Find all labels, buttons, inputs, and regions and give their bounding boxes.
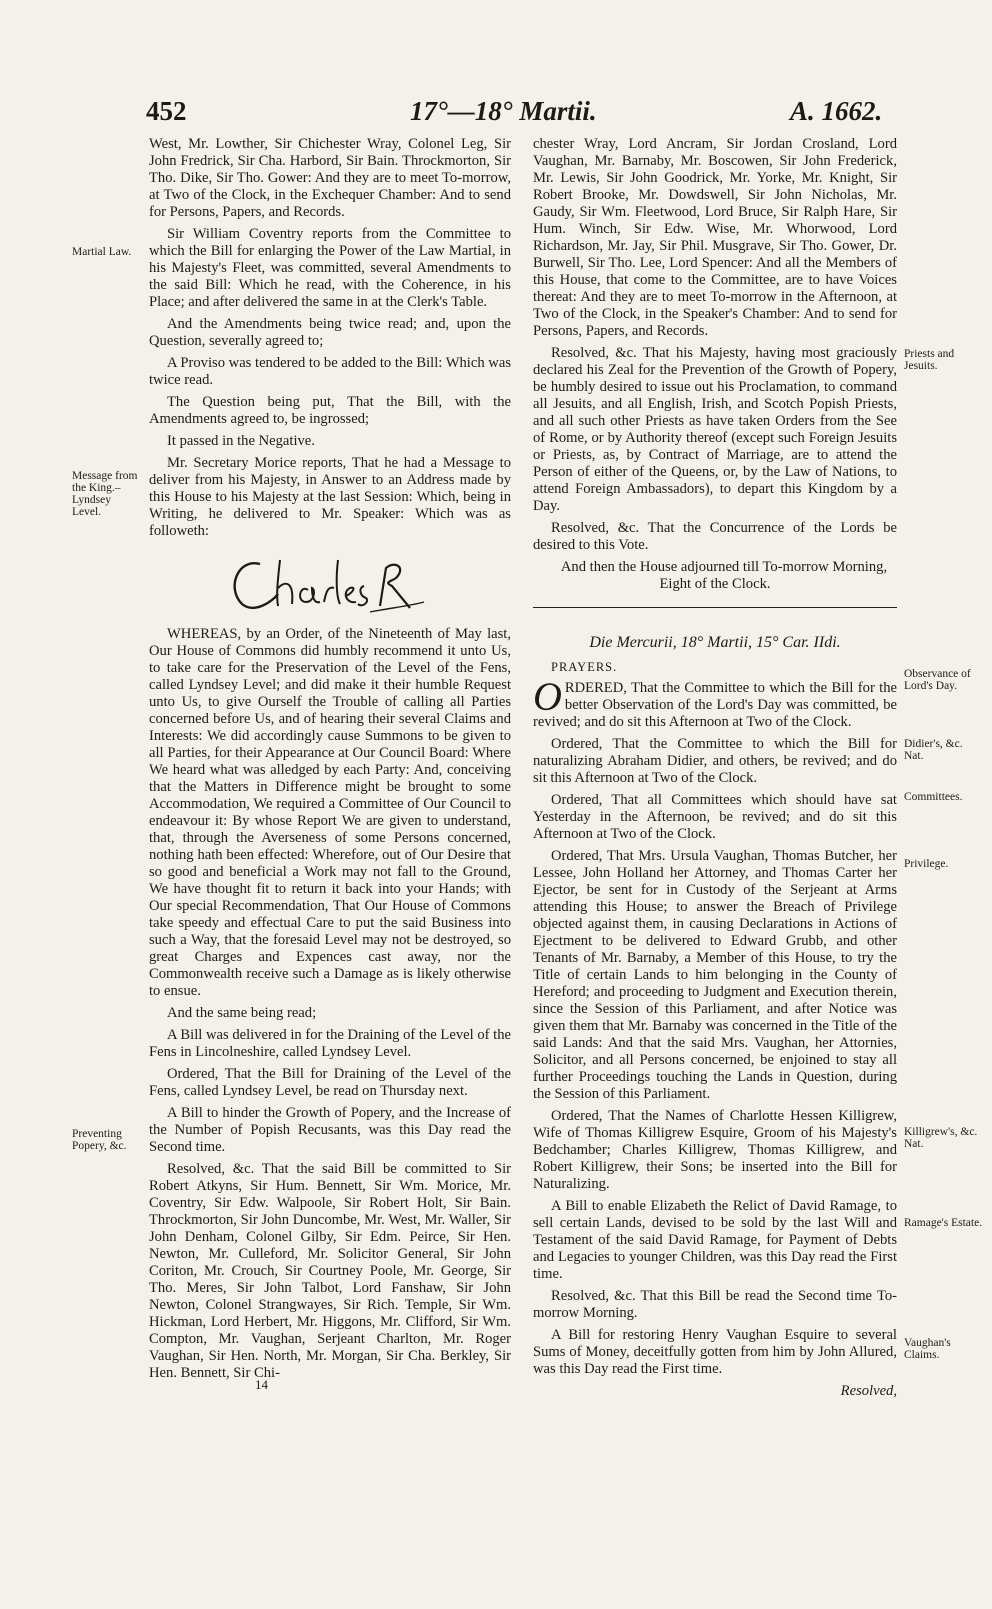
margin-note-ramage: Ramage's Estate. (904, 1217, 983, 1229)
adjournment-note: And then the House adjourned till To-morrow Morning, Eight of the Clock. (560, 559, 888, 592)
royal-signature (149, 546, 511, 618)
paragraph: Mr. Secretary Morice reports, That he had a Message to deliver from his Majesty, in Answer to an Address made by this House to his Majesty at the last Session: Which, being in Writing, he delivered to Mr. Speaker: Which was as followeth: (149, 455, 511, 539)
paragraph: Ordered, That all Committees which should have sat Yesterday in the Afternoon, be revived; and do sit this Afternoon at Two of the Clock. (533, 792, 897, 842)
paragraph: A Bill to enable Elizabeth the Relict of David Ramage, to sell certain Lands, devised to be sold by the last Will and Testament of the said David Ramage, for Payment of Debts and Legacies to younger Children, was this Day read the First time. (533, 1198, 897, 1282)
paragraph: chester Wray, Lord Ancram, Sir Jordan Crosland, Lord Vaughan, Mr. Barnaby, Mr. Boscowen, Sir John Frederick, Mr. Lewis, Sir John Goodrick, Mr. Yorke, Mr. Knight, Sir Robert Brooke, Mr. Dowdswell, Sir John Nicholas, Mr. Gaudy, Sir Wm. Fleetwood, Lord Bruce, Sir Ralph Hare, Sir Hum. Winch, Sir Edw. Wise, Mr. Whorwood, Lord Richardson, Mr. Jay, Sir Phil. Musgrave, Sir Tho. Gower, Dr. Burwell, Sir Tho. Lee, Lord Spencer: And all the Members of this House, that come to the Committee, are to have Voices thereat: And they are to meet To-morrow in the Afternoon, at Two of the Clock, in the Speaker's Chamber: And to send for Persons, Papers, and Records. (533, 136, 897, 339)
margin-note-killigrew: Killigrew's, &c. Nat. (904, 1126, 978, 1150)
paragraph: Ordered, That the Names of Charlotte Hessen Killigrew, Wife of Thomas Killigrew Esquire, Groom of his Majesty's Bedchamber; Charles Killigrew, Thomas Killigrew, and Robert Killigrew, their Sons; be inserted into the Bill for Naturalizing. (533, 1108, 897, 1192)
sheet-signature-mark: 14 (255, 1377, 268, 1392)
royal-message-text: WHEREAS, by an Order, of the Nineteenth of May last, Our House of Commons did humbly recommend it unto Us, to take care for the Preservation of the Level of the Fens, called Lyndsey Level; and did make it their humble Request unto Us, to give Ourself the Trouble of calling all Parties concerned before Us, and of hearing their several Claims and Interests: We did accordingly cause Summons to be given to all Parties, for their Appearance at Our Council Board: Where We heard what was alledged by each Party: And, conceiving that the Matters in Difference might be brought to some Accommodation, We required a Committee of Our Council to endeavour it: By whose Report We are given to understand, that, through the Averseness of some Persons concerned, nothing hath been effected: Wherefore, out of Our Desire that so good and beneficial a Work may not fall to the Ground, We have thought fit to return it back into your Hands; with Our special Recommendation, That Our House of Commons take speedy and effectual Care to put the said Business into such a Way, that the foresaid Level may not be destroyed, so great Charges and Expences cast away, nor the Commonwealth receive such a Damage as is likely otherwise to ensue. (149, 626, 511, 999)
paragraph: Resolved, &c. That the Concurrence of the Lords be desired to this Vote. (533, 520, 897, 553)
page-number: 452 (146, 96, 187, 126)
paragraph: The Question being put, That the Bill, with the Amendments agreed to, be ingrossed; (149, 394, 511, 427)
day-heading: Die Mercurii, 18° Martii, 15° Car. IIdi. (589, 634, 841, 651)
signature-drawing (220, 546, 440, 618)
paragraph-text: RDERED, That the Committee to which the Bill for the better Observation of the Lord's Day was committed, be revived; and do sit this Afternoon at Two of the Clock. (533, 680, 897, 730)
prayers-label: PRAYERS. (551, 660, 618, 674)
left-column (149, 136, 511, 1387)
paragraph: Ordered, That the Committee to which the Bill for naturalizing Abraham Didier, and others, be revived; and do sit this Afternoon at Two of the Clock. (533, 736, 897, 786)
catchword: Resolved, (840, 1383, 897, 1399)
right-column (533, 136, 897, 1400)
paragraph: Ordered, That Mrs. Ursula Vaughan, Thomas Butcher, her Lessee, John Holland her Attorney, and Thomas Carter her Ejector, be sent for in Custody of the Serjeant at Arms attending this House; to answer the Breach of Privilege objected against them, in causing Declarations in Actions of Ejectment to be delivered to Edward Grubb, and other Tenants of Mr. Barnaby, a Member of this House, to try the Title of certain Lands to him belonging in the County of Hereford; and proceeding to Judgment and Execution therein, since the Session of this Parliament, and after Notice was given them that Mr. Barnaby was concerned in the Title of the said Lands: And that the said Mrs. Vaughan, her Attornies, Solicitor, and all Persons concerned, be enjoined to stay all further Proceedings touching the Lands in Question, during the Session of this Parliament. (533, 848, 897, 1102)
margin-note-privilege: Privilege. (904, 858, 949, 870)
paragraph: A Bill was delivered in for the Draining of the Level of the Fens in Lincolneshire, called Lyndsey Level. (149, 1027, 511, 1060)
paragraph: Resolved, &c. That his Majesty, having most graciously declared his Zeal for the Prevention of the Growth of Popery, be humbly desired to issue out his Proclamation, to command all Jesuits, and all English, Irish, and Scotch Popish Priests, and all such other Priests as have taken Orders from the See of Rome, or by Authority thereof (except such Foreign Jesuits or Priests, as, by Contract of Marriage, are to attend the Person of either of the Queens, or, by the Law of Nations, to attend Foreign Ambassadors), to depart this Kingdom by a Day. (533, 345, 897, 514)
paragraph: Resolved, &c. That this Bill be read the Second time To-morrow Morning. (533, 1288, 897, 1321)
paragraph: West, Mr. Lowther, Sir Chichester Wray, Colonel Leg, Sir John Fredrick, Sir Cha. Harbord, Sir Bain. Throckmorton, Sir Tho. Dike, Sir Tho. Gower: And they are to meet To-morrow, at Two of the Clock, in the Exchequer Chamber: And to send for Persons, Papers, and Records. (149, 136, 511, 220)
section-divider (533, 607, 897, 608)
paragraph: Ordered, That the Bill for Draining of the Level of the Fens, called Lyndsey Level, be read on Thursday next. (149, 1066, 511, 1099)
margin-note-message: Message from the King.–Lyndsey Level. (72, 470, 138, 518)
paragraph: It passed in the Negative. (167, 433, 315, 449)
paragraph (533, 674, 897, 731)
drop-cap: O (533, 674, 562, 719)
margin-note-vaughan: Vaughan's Claims. (904, 1337, 951, 1361)
margin-note-didier: Didier's, &c. Nat. (904, 738, 963, 762)
paragraph: Resolved, &c. That the said Bill be committed to Sir Robert Atkyns, Sir Hum. Bennett, Sir Wm. Morice, Mr. Coventry, Sir Edw. Walpoole, Sir Robert Holt, Sir Bain. Throckmorton, Sir John Duncombe, Mr. West, Mr. Waller, Sir John Denham, Colonel Gilby, Sir Edm. Peirce, Sir Hen. Newton, Mr. Culleford, Mr. Solicitor General, Sir John Coriton, Mr. Crouch, Sir Courtney Poole, Mr. George, Sir Tho. Meres, Sir John Talbot, Lord Fanshaw, Sir John Newton, Colonel Strangwayes, Sir Rich. Temple, Sir Wm. Hickman, Lord Herbert, Mr. Higgons, Mr. Clifford, Sir Wm. Compton, Mr. Vaughan, Serjeant Charlton, Mr. Roger Vaughan, Sir Hen. North, Mr. Morgan, Sir Cha. Berkley, Sir Hen. Bennett, Sir Chi- (149, 1161, 511, 1381)
paragraph: Sir William Coventry reports from the Committee to which the Bill for enlarging the Power of the Law Martial, in his Majesty's Fleet, was committed, several Amendments to the said Bill: Which he read, with the Coherence, in his Place; and after delivered the same in at the Clerk's Table. (149, 226, 511, 310)
paragraph: And the Amendments being twice read; and, upon the Question, severally agreed to; (149, 316, 511, 349)
paragraph: And the same being read; (167, 1005, 317, 1021)
paragraph: A Bill for restoring Henry Vaughan Esquire to several Sums of Money, deceitfully gotten from him by John Allured, was this Day read the First time. (533, 1327, 897, 1377)
margin-note-popery: Preventing Popery, &c. (72, 1128, 127, 1152)
paragraph: A Bill to hinder the Growth of Popery, and the Increase of the Number of Popish Recusants, was this Day read the Second time. (149, 1105, 511, 1155)
margin-note-priests: Priests and Jesuits. (904, 348, 955, 372)
paragraph: A Proviso was tendered to be added to the Bill: Which was twice read. (149, 355, 511, 388)
margin-note-observance: Observance of Lord's Day. (904, 668, 971, 692)
margin-note-committees: Committees. (904, 791, 963, 803)
running-year: A. 1662. (790, 96, 883, 126)
margin-note-martial-law: Martial Law. (72, 246, 132, 258)
running-date: 17°—18° Martii. (410, 96, 597, 126)
